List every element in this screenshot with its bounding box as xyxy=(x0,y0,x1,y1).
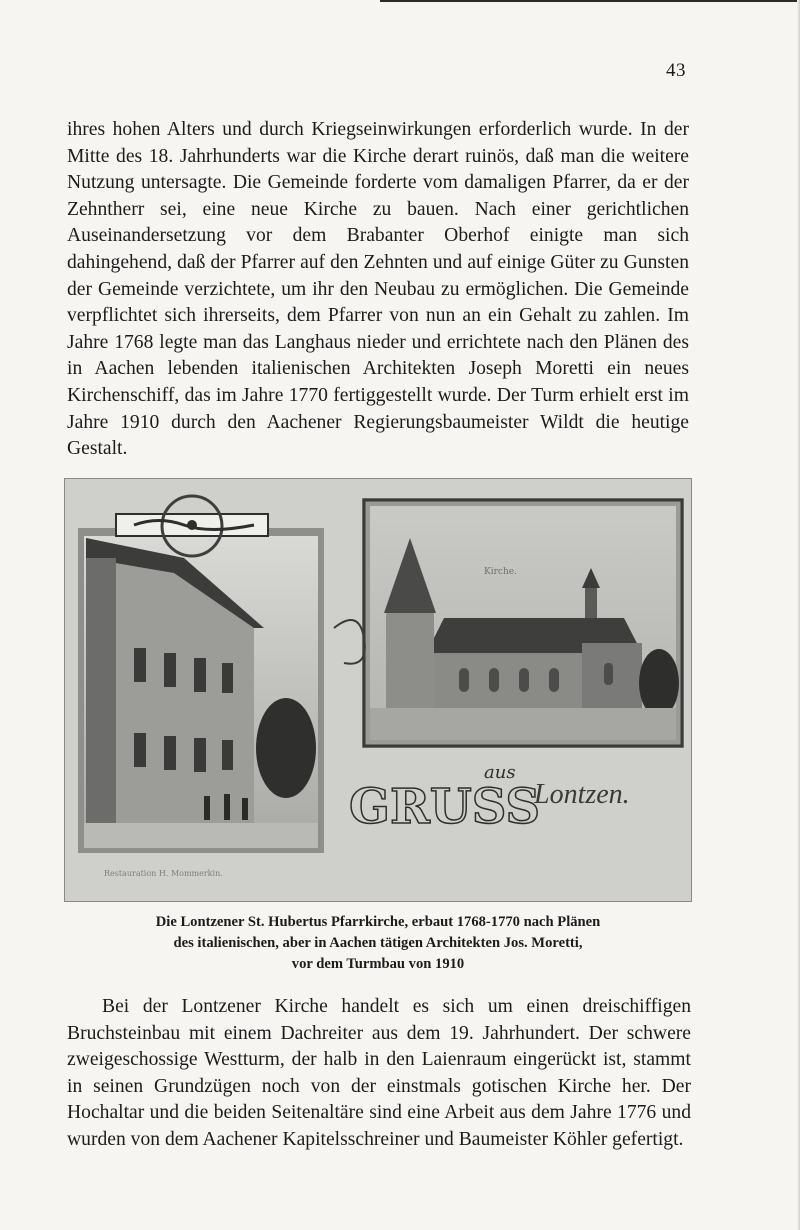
body-paragraph-1: ihres hohen Alters und durch Kriegseinwirkungen erforderlich wurde. In der Mitte des 18. Jahrhunderts war die Kirche derart ruinös, daß man die weitere Nutzung untersagte. Die Gemeinde forderte vom damaligen Pfarrer, da er der Zehntherr sei, eine neue Kirche zu bauen. Nach einer gerichtlichen Auseinandersetzung vor dem Brabanter Oberhof einigte man sich dahingehend, daß der Pfarrer auf den Zehnten und auf einige Güter zu Gunsten der Gemeinde verzichtete, um ihr den Neubau zu ermöglichen. Die Gemeinde verpflichtet sich ihrerseits, dem Pfarrer von nun an ein Gehalt zu zahlen. Im Jahre 1768 legte man das Langhaus nieder und errichtete nach den Plänen des in Aachen lebenden italienischen Architekten Joseph Moretti ein neues Kirchenschiff, das im Jahre 1770 fertiggestellt wurde. Der Turm erhielt erst im Jahre 1910 durch den Aachener Regierungsbaumeister Wildt die heutige Gestalt. xyxy=(67,119,689,460)
caption-line-1: Die Lontzener St. Hubertus Pfarrkirche, erbaut 1768-1770 nach Plänen xyxy=(155,914,601,930)
postcard-greeting-text: GRUSS xyxy=(349,779,541,835)
postcard-building-label: Restauration H. Mommerkin. xyxy=(104,869,223,878)
postcard-place: Lontzen. xyxy=(534,779,630,810)
postcard-church-label: Kirche. xyxy=(484,567,517,577)
top-edge-rule xyxy=(380,0,800,2)
caption-line-2: des italienischen, aber in Aachen tätigen Architekten Jos. Moretti, xyxy=(173,935,583,951)
postcard-greeting-small: aus xyxy=(484,762,516,783)
page-number: 43 xyxy=(666,60,686,81)
building-panel xyxy=(78,528,324,853)
postcard-photo xyxy=(64,478,692,902)
body-paragraph-2: Bei der Lontzener Kirche handelt es sich um einen dreischiffigen Bruchsteinbau mit einem Dachreiter aus dem 19. Jahrhundert. Der schwere zweigeschossige Westturm, der halb in den Laienraum eingerückt ist, stammt in seinen Grundzügen noch von der einstmals gotischen Kirche her. Der Hochaltar und die beiden Seitenaltäre sind eine Arbeit aus dem Jahre 1776 und wurden von dem Aachener Kapitelsschreiner und Baumeister Köhler gefertigt. xyxy=(67,996,691,1150)
figure-caption xyxy=(64,912,692,975)
church-panel xyxy=(362,498,684,748)
caption-line-3: vor dem Turmbau von 1910 xyxy=(291,956,465,972)
